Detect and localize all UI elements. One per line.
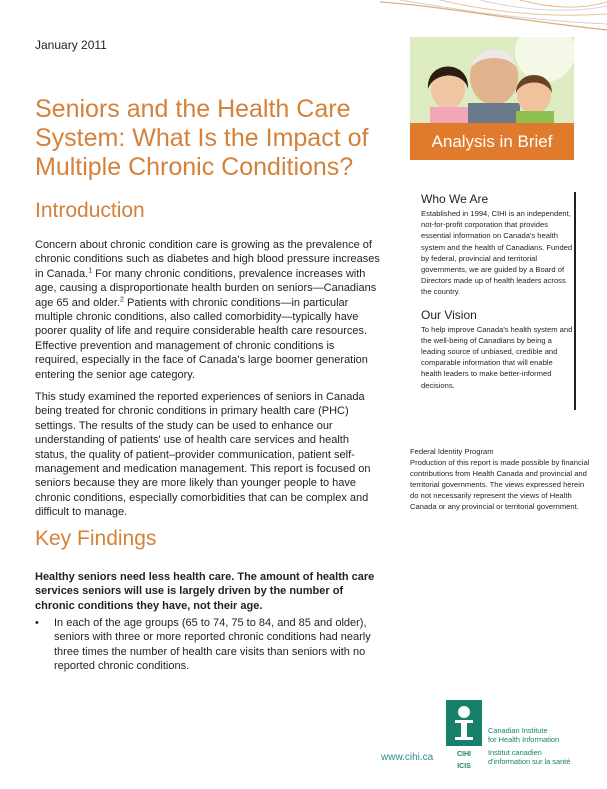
publication-date: January 2011: [35, 38, 107, 52]
page-title: Seniors and the Health Care System: What Is the Impact of Multiple Chronic Conditions?: [35, 95, 369, 181]
website-link[interactable]: www.cihi.ca: [381, 752, 434, 763]
logo-abbr-fr: ICIS: [457, 763, 471, 770]
organization-name: [488, 726, 570, 766]
org-name-en-2: for Health Information: [488, 735, 560, 744]
key-findings-heading: Key Findings: [35, 527, 157, 550]
our-vision-heading: Our Vision: [421, 307, 477, 322]
about-sidebar: [421, 192, 576, 410]
footnote-ref-2[interactable]: 2: [120, 295, 124, 303]
intro-paragraph-1: Concern about chronic condition care is growing as the prevalence of chronic conditions such as diabetes and high blood pressure increases in Canada.$^1$ For many chronic conditions, prevalence increases with age, causing a disproportionate health burden on seniors—Canadians age 65 and older.$^2$ Patients with chronic conditions—in particular multiple chronic conditions, also called comorbidity—typically have poorer quality of life and require considerable health care resources. Effective prevention and management of chronic conditions is required, especially in the face of Canada's large boomer generation entering the senior age category.: [35, 239, 380, 381]
our-vision-text: To help improve Canada's health system and the well-being of Canadians by being a leading source of unbiased, credible and comparable information that will enable health leaders to make better-informed decisions.: [421, 324, 573, 390]
introduction-heading: Introduction: [35, 199, 145, 222]
decorative-swoosh: [380, 0, 607, 40]
analysis-in-brief-badge: Analysis in Brief: [410, 123, 574, 160]
cover-photo: [410, 37, 574, 123]
key-finding-text: In each of the age groups (65 to 74, 75 to 84, and 85 and older), seniors with three or more reported chronic conditions had nearly three times the number of health care visits than seniors with no reported chronic conditions.: [54, 617, 371, 673]
key-finding-bullet: [35, 616, 380, 674]
org-name-en-1: Canadian Institute: [488, 726, 548, 735]
who-we-are-heading: Who We Are: [421, 192, 489, 206]
funding-note: [410, 446, 590, 513]
org-name-fr-1: Institut canadien: [488, 748, 542, 757]
org-name-fr-2: d'information sur la santé: [488, 757, 571, 766]
intro-paragraph-2: This study examined the reported experiences of seniors in Canada being treated for chronic conditions in primary health care (PHC) settings. The results of the study can be used to enhance our understanding of patients' use of health care services and health status, the quality of patient–provider communication, patient self-management and medication management. This report is focused on seniors because they are more likely than younger people to have chronic conditions, especially comorbidities that can be complex and difficult to manage.: [35, 391, 371, 519]
cihi-logo-icon: [446, 700, 482, 772]
funding-text: Production of this report is made possible by financial contributions from Health Canada and provincial and territorial governments. The views expressed herein do not necessarily represent the views of Health Canada or any provincial or territorial government.: [410, 458, 590, 512]
who-we-are-text: Established in 1994, CIHI is an independent, not-for-profit corporation that provides essential information on Canada's health system and the health of Canadians. Funded by federal, provincial and territorial governments, we are guided by a Board of Directors made up of health leaders across the country.: [421, 209, 573, 297]
footnote-ref-1[interactable]: 1: [88, 267, 93, 275]
key-findings-lead: Healthy seniors need less health care. The amount of health care services seniors will use is largely driven by the number of chronic conditions they have, not their age.: [35, 571, 375, 612]
bullet-marker: •: [35, 617, 39, 629]
logo-abbr-en: CIHI: [457, 751, 471, 758]
funding-heading: Federal Identity Program: [410, 447, 494, 456]
